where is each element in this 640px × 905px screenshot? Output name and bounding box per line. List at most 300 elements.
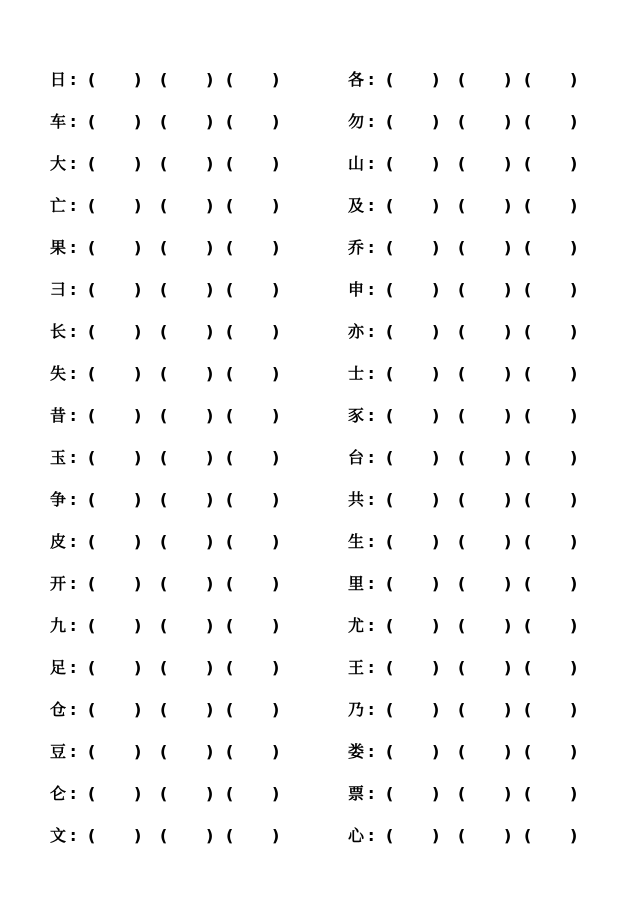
- answer-blank-open: (: [88, 364, 96, 383]
- answer-blank-open: (: [88, 406, 96, 425]
- answer-blank-open: (: [386, 322, 394, 341]
- character-label: 申: [348, 280, 365, 299]
- answer-blank-close: ): [206, 280, 214, 299]
- separator-colon: :: [70, 784, 77, 803]
- answer-blank-close: ): [206, 742, 214, 761]
- separator-colon: :: [70, 196, 77, 215]
- answer-blank-close: ): [570, 532, 578, 551]
- answer-blank-close: ): [432, 322, 440, 341]
- character-label: 日: [50, 70, 67, 89]
- character-row: [50, 102, 290, 144]
- separator-colon: :: [368, 448, 375, 467]
- answer-blank-open: (: [458, 658, 466, 677]
- answer-blank-close: ): [432, 574, 440, 593]
- answer-blank-open: (: [226, 238, 234, 257]
- answer-blank-open: (: [160, 616, 168, 635]
- answer-blank-close: ): [432, 826, 440, 845]
- answer-blank-close: ): [504, 364, 512, 383]
- separator-colon: :: [70, 322, 77, 341]
- character-label: 士: [348, 364, 365, 383]
- answer-blank-close: ): [272, 658, 280, 677]
- separator-colon: :: [70, 280, 77, 299]
- answer-blank-open: (: [458, 532, 466, 551]
- answer-blank-close: ): [272, 448, 280, 467]
- answer-blank-open: (: [524, 406, 532, 425]
- answer-blank-open: (: [524, 196, 532, 215]
- answer-blank-open: (: [160, 364, 168, 383]
- character-label: 豕: [348, 406, 365, 425]
- answer-blank-open: (: [524, 70, 532, 89]
- character-row: [348, 606, 588, 648]
- answer-blank-open: (: [458, 154, 466, 173]
- answer-blank-close: ): [432, 70, 440, 89]
- answer-blank-close: ): [570, 70, 578, 89]
- character-row: [348, 270, 588, 312]
- answer-blank-close: ): [504, 322, 512, 341]
- character-label: 皮: [50, 532, 67, 551]
- separator-colon: :: [70, 700, 77, 719]
- answer-blank-open: (: [160, 784, 168, 803]
- character-row: [348, 102, 588, 144]
- answer-blank-open: (: [88, 784, 96, 803]
- answer-blank-open: (: [160, 322, 168, 341]
- character-row: [50, 690, 290, 732]
- answer-blank-close: ): [134, 280, 142, 299]
- answer-blank-open: (: [386, 238, 394, 257]
- answer-blank-open: (: [160, 532, 168, 551]
- character-row: [348, 564, 588, 606]
- separator-colon: :: [368, 574, 375, 593]
- character-label: 果: [50, 238, 67, 257]
- answer-blank-close: ): [272, 784, 280, 803]
- answer-blank-close: ): [206, 490, 214, 509]
- answer-blank-close: ): [570, 280, 578, 299]
- answer-blank-open: (: [386, 700, 394, 719]
- answer-blank-close: ): [134, 616, 142, 635]
- answer-blank-close: ): [206, 826, 214, 845]
- answer-blank-close: ): [504, 826, 512, 845]
- answer-blank-open: (: [524, 154, 532, 173]
- character-label: 尤: [348, 616, 365, 635]
- character-label: 及: [348, 196, 365, 215]
- character-label: 九: [50, 616, 67, 635]
- character-row: [50, 480, 290, 522]
- answer-blank-close: ): [272, 574, 280, 593]
- answer-blank-open: (: [88, 70, 96, 89]
- answer-blank-close: ): [432, 616, 440, 635]
- answer-blank-open: (: [226, 322, 234, 341]
- answer-blank-open: (: [458, 616, 466, 635]
- character-label: 争: [50, 490, 67, 509]
- character-label: 昔: [50, 406, 67, 425]
- character-label: 里: [348, 574, 365, 593]
- answer-blank-close: ): [504, 70, 512, 89]
- separator-colon: :: [70, 616, 77, 635]
- answer-blank-open: (: [88, 742, 96, 761]
- answer-blank-open: (: [524, 322, 532, 341]
- answer-blank-open: (: [458, 784, 466, 803]
- answer-blank-close: ): [206, 700, 214, 719]
- character-label: 大: [50, 154, 67, 173]
- character-label: 生: [348, 532, 365, 551]
- character-row: [348, 312, 588, 354]
- answer-blank-open: (: [386, 742, 394, 761]
- character-row: [50, 438, 290, 480]
- answer-blank-close: ): [206, 658, 214, 677]
- character-label: 玉: [50, 448, 67, 467]
- answer-blank-close: ): [570, 826, 578, 845]
- character-label: 亡: [50, 196, 67, 215]
- answer-blank-close: ): [134, 70, 142, 89]
- answer-blank-open: (: [458, 406, 466, 425]
- answer-blank-open: (: [458, 742, 466, 761]
- answer-blank-open: (: [458, 238, 466, 257]
- answer-blank-open: (: [524, 658, 532, 677]
- answer-blank-open: (: [88, 280, 96, 299]
- answer-blank-open: (: [226, 826, 234, 845]
- answer-blank-open: (: [386, 784, 394, 803]
- answer-blank-close: ): [504, 406, 512, 425]
- separator-colon: :: [368, 616, 375, 635]
- answer-blank-close: ): [432, 238, 440, 257]
- answer-blank-close: ): [134, 112, 142, 131]
- character-label: 文: [50, 826, 67, 845]
- separator-colon: :: [368, 658, 375, 677]
- answer-blank-close: ): [272, 238, 280, 257]
- character-label: 票: [348, 784, 365, 803]
- answer-blank-open: (: [226, 448, 234, 467]
- answer-blank-close: ): [206, 448, 214, 467]
- answer-blank-close: ): [570, 742, 578, 761]
- character-label: 彐: [50, 280, 67, 299]
- character-label: 足: [50, 658, 67, 677]
- character-label: 心: [348, 826, 365, 845]
- answer-blank-close: ): [504, 154, 512, 173]
- answer-blank-open: (: [386, 448, 394, 467]
- answer-blank-open: (: [160, 490, 168, 509]
- answer-blank-open: (: [160, 406, 168, 425]
- answer-blank-close: ): [504, 658, 512, 677]
- character-label: 勿: [348, 112, 365, 131]
- answer-blank-close: ): [134, 742, 142, 761]
- character-label: 长: [50, 322, 67, 341]
- separator-colon: :: [368, 406, 375, 425]
- answer-blank-open: (: [88, 532, 96, 551]
- answer-blank-close: ): [432, 742, 440, 761]
- answer-blank-close: ): [134, 700, 142, 719]
- answer-blank-close: ): [206, 196, 214, 215]
- answer-blank-close: ): [432, 490, 440, 509]
- answer-blank-close: ): [432, 154, 440, 173]
- character-row: [50, 606, 290, 648]
- answer-blank-open: (: [524, 112, 532, 131]
- separator-colon: :: [368, 784, 375, 803]
- character-row: [50, 522, 290, 564]
- answer-blank-open: (: [458, 70, 466, 89]
- separator-colon: :: [368, 112, 375, 131]
- separator-colon: :: [368, 826, 375, 845]
- separator-colon: :: [368, 364, 375, 383]
- answer-blank-open: (: [88, 490, 96, 509]
- character-row: [348, 60, 588, 102]
- answer-blank-close: ): [432, 532, 440, 551]
- answer-blank-open: (: [160, 448, 168, 467]
- answer-blank-close: ): [504, 196, 512, 215]
- separator-colon: :: [368, 700, 375, 719]
- answer-blank-open: (: [226, 700, 234, 719]
- answer-blank-close: ): [206, 574, 214, 593]
- character-label: 开: [50, 574, 67, 593]
- answer-blank-open: (: [386, 70, 394, 89]
- answer-blank-close: ): [134, 448, 142, 467]
- answer-blank-open: (: [88, 826, 96, 845]
- character-row: [50, 732, 290, 774]
- separator-colon: :: [368, 70, 375, 89]
- character-row: [50, 186, 290, 228]
- separator-colon: :: [70, 112, 77, 131]
- answer-blank-open: (: [226, 280, 234, 299]
- answer-blank-close: ): [570, 574, 578, 593]
- answer-blank-close: ): [570, 490, 578, 509]
- character-row: [348, 522, 588, 564]
- answer-blank-open: (: [160, 826, 168, 845]
- answer-blank-open: (: [524, 784, 532, 803]
- character-row: [348, 690, 588, 732]
- answer-blank-open: (: [226, 784, 234, 803]
- answer-blank-open: (: [88, 154, 96, 173]
- answer-blank-open: (: [458, 490, 466, 509]
- answer-blank-open: (: [386, 490, 394, 509]
- answer-blank-close: ): [432, 112, 440, 131]
- answer-blank-open: (: [524, 574, 532, 593]
- answer-blank-close: ): [134, 658, 142, 677]
- answer-blank-close: ): [432, 364, 440, 383]
- separator-colon: :: [70, 238, 77, 257]
- answer-blank-open: (: [386, 532, 394, 551]
- answer-blank-open: (: [458, 574, 466, 593]
- answer-blank-close: ): [206, 784, 214, 803]
- answer-blank-close: ): [272, 616, 280, 635]
- answer-blank-open: (: [386, 658, 394, 677]
- answer-blank-open: (: [160, 574, 168, 593]
- answer-blank-close: ): [272, 70, 280, 89]
- answer-blank-close: ): [134, 406, 142, 425]
- separator-colon: :: [70, 406, 77, 425]
- answer-blank-close: ): [432, 406, 440, 425]
- character-label: 台: [348, 448, 365, 467]
- separator-colon: :: [368, 154, 375, 173]
- answer-blank-close: ): [272, 364, 280, 383]
- answer-blank-close: ): [504, 616, 512, 635]
- answer-blank-open: (: [226, 574, 234, 593]
- separator-colon: :: [70, 490, 77, 509]
- answer-blank-open: (: [88, 112, 96, 131]
- answer-blank-open: (: [226, 70, 234, 89]
- character-row: [348, 816, 588, 858]
- answer-blank-open: (: [524, 280, 532, 299]
- answer-blank-open: (: [386, 574, 394, 593]
- answer-blank-close: ): [206, 70, 214, 89]
- separator-colon: :: [70, 658, 77, 677]
- answer-blank-close: ): [272, 490, 280, 509]
- answer-blank-open: (: [226, 490, 234, 509]
- answer-blank-close: ): [206, 112, 214, 131]
- answer-blank-open: (: [88, 658, 96, 677]
- character-row: [50, 564, 290, 606]
- answer-blank-close: ): [134, 532, 142, 551]
- answer-blank-close: ): [570, 406, 578, 425]
- answer-blank-open: (: [386, 364, 394, 383]
- answer-blank-close: ): [134, 196, 142, 215]
- answer-blank-open: (: [226, 364, 234, 383]
- answer-blank-open: (: [458, 196, 466, 215]
- answer-blank-open: (: [226, 112, 234, 131]
- character-row: [50, 774, 290, 816]
- answer-blank-open: (: [226, 616, 234, 635]
- answer-blank-open: (: [88, 616, 96, 635]
- answer-blank-open: (: [524, 826, 532, 845]
- answer-blank-close: ): [432, 784, 440, 803]
- character-label: 豆: [50, 742, 67, 761]
- answer-blank-open: (: [160, 742, 168, 761]
- answer-blank-close: ): [134, 154, 142, 173]
- answer-blank-close: ): [504, 574, 512, 593]
- right-column: [348, 60, 588, 858]
- answer-blank-close: ): [504, 532, 512, 551]
- character-row: [50, 60, 290, 102]
- answer-blank-close: ): [504, 784, 512, 803]
- separator-colon: :: [70, 364, 77, 383]
- answer-blank-open: (: [160, 196, 168, 215]
- character-row: [348, 732, 588, 774]
- answer-blank-close: ): [570, 700, 578, 719]
- answer-blank-close: ): [272, 826, 280, 845]
- answer-blank-open: (: [458, 112, 466, 131]
- answer-blank-close: ): [504, 490, 512, 509]
- character-row: [348, 228, 588, 270]
- answer-blank-open: (: [524, 238, 532, 257]
- character-row: [348, 438, 588, 480]
- character-label: 王: [348, 658, 365, 677]
- answer-blank-close: ): [206, 616, 214, 635]
- answer-blank-open: (: [160, 154, 168, 173]
- answer-blank-open: (: [160, 658, 168, 677]
- answer-blank-close: ): [134, 490, 142, 509]
- answer-blank-close: ): [570, 322, 578, 341]
- answer-blank-close: ): [432, 658, 440, 677]
- separator-colon: :: [368, 742, 375, 761]
- answer-blank-open: (: [386, 406, 394, 425]
- answer-blank-close: ): [570, 784, 578, 803]
- character-row: [348, 144, 588, 186]
- answer-blank-open: (: [458, 448, 466, 467]
- answer-blank-open: (: [226, 196, 234, 215]
- separator-colon: :: [70, 154, 77, 173]
- answer-blank-open: (: [160, 238, 168, 257]
- answer-blank-open: (: [386, 154, 394, 173]
- answer-blank-open: (: [458, 364, 466, 383]
- answer-blank-close: ): [134, 238, 142, 257]
- character-label: 乃: [348, 700, 365, 719]
- character-label: 失: [50, 364, 67, 383]
- answer-blank-open: (: [458, 700, 466, 719]
- character-label: 亦: [348, 322, 365, 341]
- answer-blank-open: (: [160, 112, 168, 131]
- character-row: [348, 396, 588, 438]
- answer-blank-close: ): [504, 112, 512, 131]
- answer-blank-close: ): [570, 196, 578, 215]
- character-row: [50, 228, 290, 270]
- answer-blank-open: (: [524, 700, 532, 719]
- separator-colon: :: [368, 532, 375, 551]
- answer-blank-close: ): [570, 154, 578, 173]
- answer-blank-close: ): [272, 406, 280, 425]
- character-label: 仓: [50, 700, 67, 719]
- answer-blank-close: ): [206, 406, 214, 425]
- answer-blank-open: (: [458, 826, 466, 845]
- answer-blank-open: (: [524, 364, 532, 383]
- answer-blank-open: (: [226, 658, 234, 677]
- answer-blank-open: (: [386, 112, 394, 131]
- answer-blank-close: ): [206, 322, 214, 341]
- answer-blank-open: (: [524, 532, 532, 551]
- answer-blank-close: ): [206, 238, 214, 257]
- answer-blank-open: (: [88, 574, 96, 593]
- answer-blank-open: (: [88, 448, 96, 467]
- answer-blank-close: ): [206, 364, 214, 383]
- answer-blank-open: (: [386, 196, 394, 215]
- answer-blank-open: (: [524, 616, 532, 635]
- separator-colon: :: [368, 238, 375, 257]
- answer-blank-close: ): [570, 112, 578, 131]
- answer-blank-close: ): [504, 238, 512, 257]
- separator-colon: :: [70, 532, 77, 551]
- separator-colon: :: [70, 448, 77, 467]
- separator-colon: :: [70, 742, 77, 761]
- answer-blank-open: (: [458, 280, 466, 299]
- character-label: 各: [348, 70, 365, 89]
- answer-blank-open: (: [524, 490, 532, 509]
- answer-blank-close: ): [570, 238, 578, 257]
- answer-blank-open: (: [88, 700, 96, 719]
- separator-colon: :: [368, 196, 375, 215]
- answer-blank-close: ): [432, 196, 440, 215]
- separator-colon: :: [368, 490, 375, 509]
- answer-blank-open: (: [386, 616, 394, 635]
- answer-blank-close: ): [272, 700, 280, 719]
- answer-blank-open: (: [160, 280, 168, 299]
- answer-blank-close: ): [134, 364, 142, 383]
- answer-blank-open: (: [226, 532, 234, 551]
- separator-colon: :: [70, 574, 77, 593]
- character-row: [50, 816, 290, 858]
- separator-colon: :: [70, 826, 77, 845]
- answer-blank-close: ): [504, 742, 512, 761]
- answer-blank-close: ): [272, 112, 280, 131]
- answer-blank-close: ): [272, 742, 280, 761]
- answer-blank-open: (: [88, 322, 96, 341]
- answer-blank-close: ): [272, 280, 280, 299]
- character-row: [50, 354, 290, 396]
- answer-blank-close: ): [206, 532, 214, 551]
- answer-blank-open: (: [386, 280, 394, 299]
- answer-blank-close: ): [504, 700, 512, 719]
- character-row: [348, 648, 588, 690]
- answer-blank-close: ): [432, 700, 440, 719]
- answer-blank-open: (: [160, 70, 168, 89]
- answer-blank-open: (: [160, 700, 168, 719]
- answer-blank-open: (: [524, 742, 532, 761]
